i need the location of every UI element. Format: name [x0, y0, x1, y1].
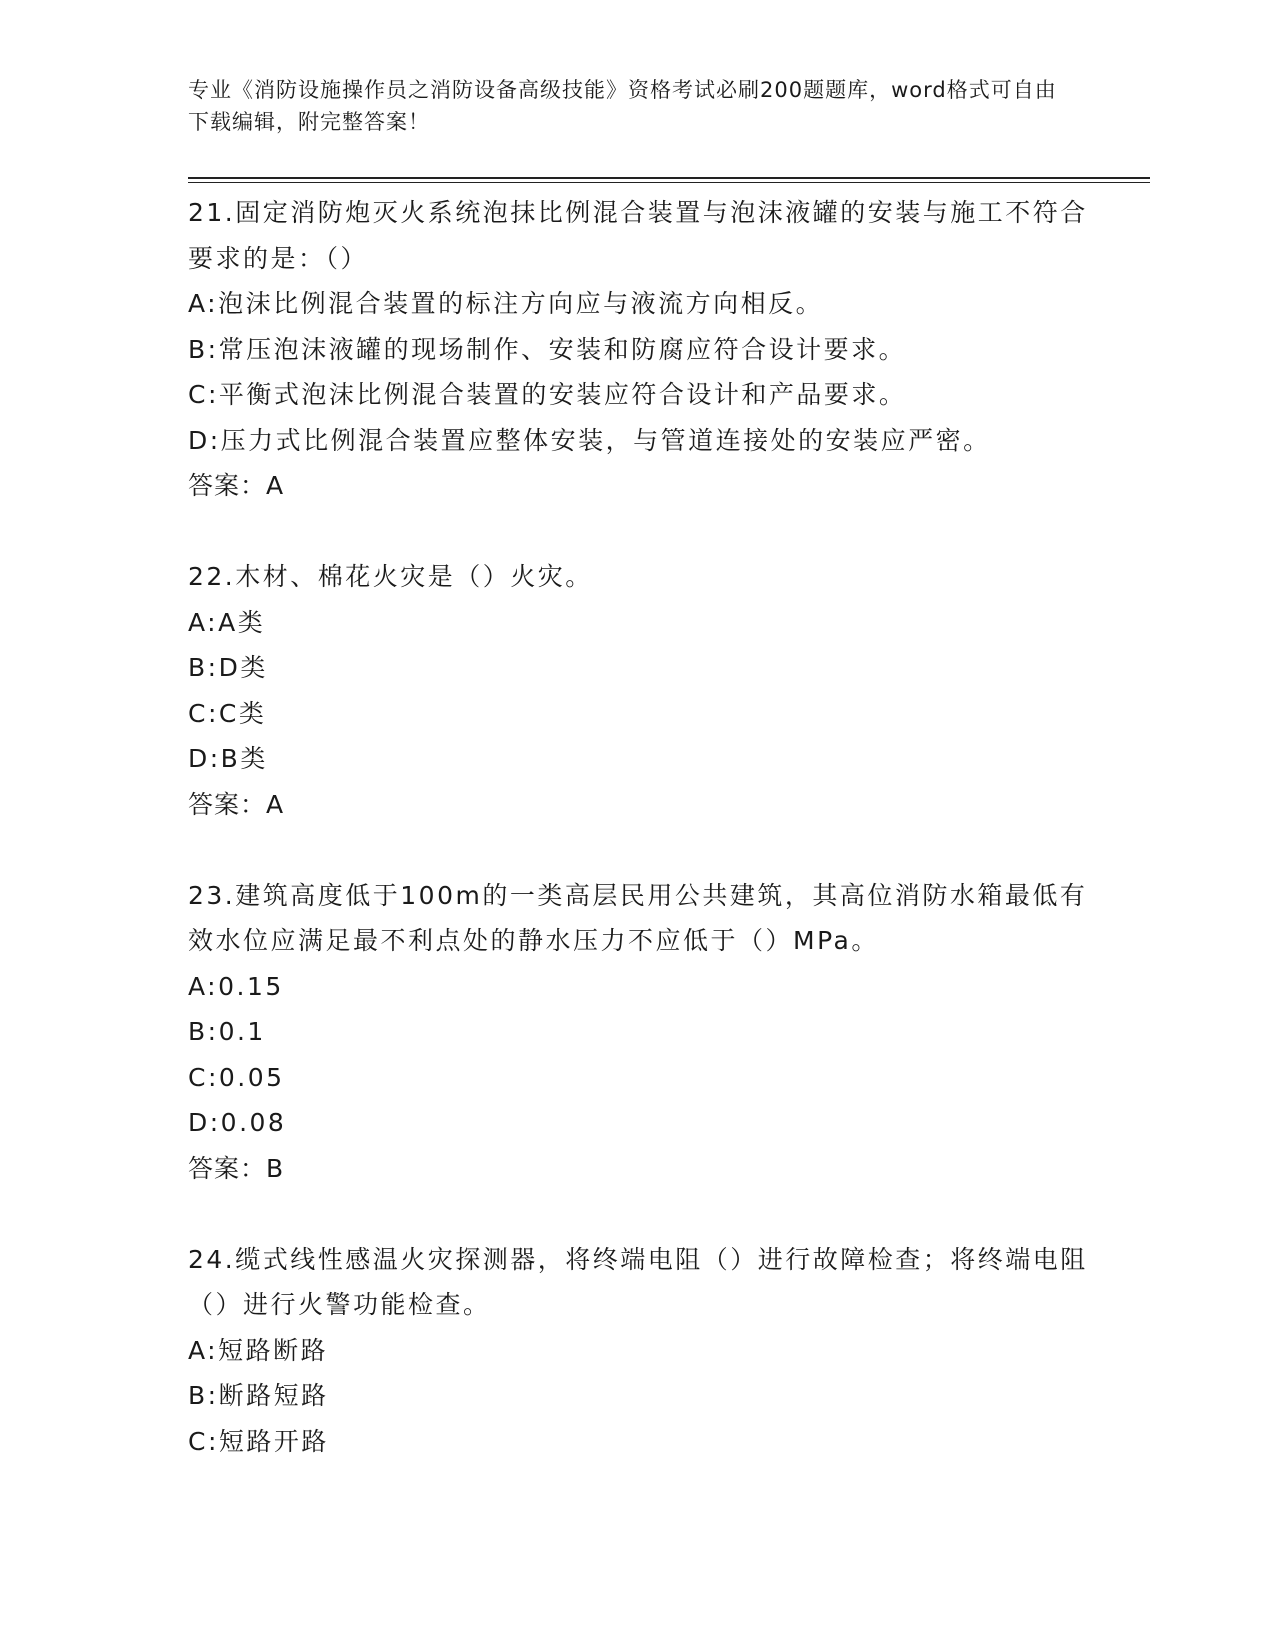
option-d: D:压力式比例混合装置应整体安装，与管道连接处的安装应严密。	[188, 425, 991, 455]
header-divider-thin	[188, 182, 1150, 183]
option-c: C:平衡式泡沫比例混合装置的安装应符合设计和产品要求。	[188, 380, 907, 409]
header-divider	[188, 177, 1150, 179]
option-b: B:断路短路	[188, 1381, 329, 1410]
option-a: A:A类	[188, 607, 266, 637]
option-b: B:0.1	[188, 1017, 266, 1046]
option-d: D:B类	[188, 744, 268, 773]
option-c: C:C类	[188, 698, 267, 728]
question-list	[188, 190, 1088, 1464]
option-a: A:0.15	[188, 971, 284, 1001]
option-a: A:短路断路	[188, 1335, 329, 1365]
option-b: B:常压泡沫液罐的现场制作、安装和防腐应符合设计要求。	[188, 334, 907, 364]
document-header: 专业《消防设施操作员之消防设备高级技能》资格考试必刷200题题库，word格式可自由下载编辑，附完整答案！	[188, 78, 1057, 134]
answer: 答案：B	[188, 1153, 285, 1183]
question-stem: 23.建筑高度低于100m的一类高层民用公共建筑，其高位消防水箱最低有效水位应满足最不利点处的静水压力不应低于（）MPa。	[188, 880, 1088, 955]
question-stem: 22.木材、棉花火灾是（）火灾。	[188, 562, 593, 591]
question-23	[188, 873, 1088, 1192]
option-c: C:短路开路	[188, 1426, 329, 1456]
answer: 答案：A	[188, 471, 285, 500]
question-21	[188, 190, 1088, 509]
option-b: B:D类	[188, 653, 268, 682]
option-d: D:0.08	[188, 1108, 287, 1137]
option-a: A:泡沫比例混合装置的标注方向应与液流方向相反。	[188, 289, 824, 318]
option-c: C:0.05	[188, 1062, 285, 1092]
question-stem: 21.固定消防炮灭火系统泡抹比例混合装置与泡沫液罐的安装与施工不符合要求的是：（）	[188, 198, 1088, 273]
question-stem: 24.缆式线性感温火灾探测器，将终端电阻（）进行故障检查；将终端电阻（）进行火警功能检查。	[188, 1244, 1088, 1319]
answer: 答案：A	[188, 789, 285, 819]
question-24	[188, 1237, 1088, 1465]
question-22	[188, 554, 1088, 827]
